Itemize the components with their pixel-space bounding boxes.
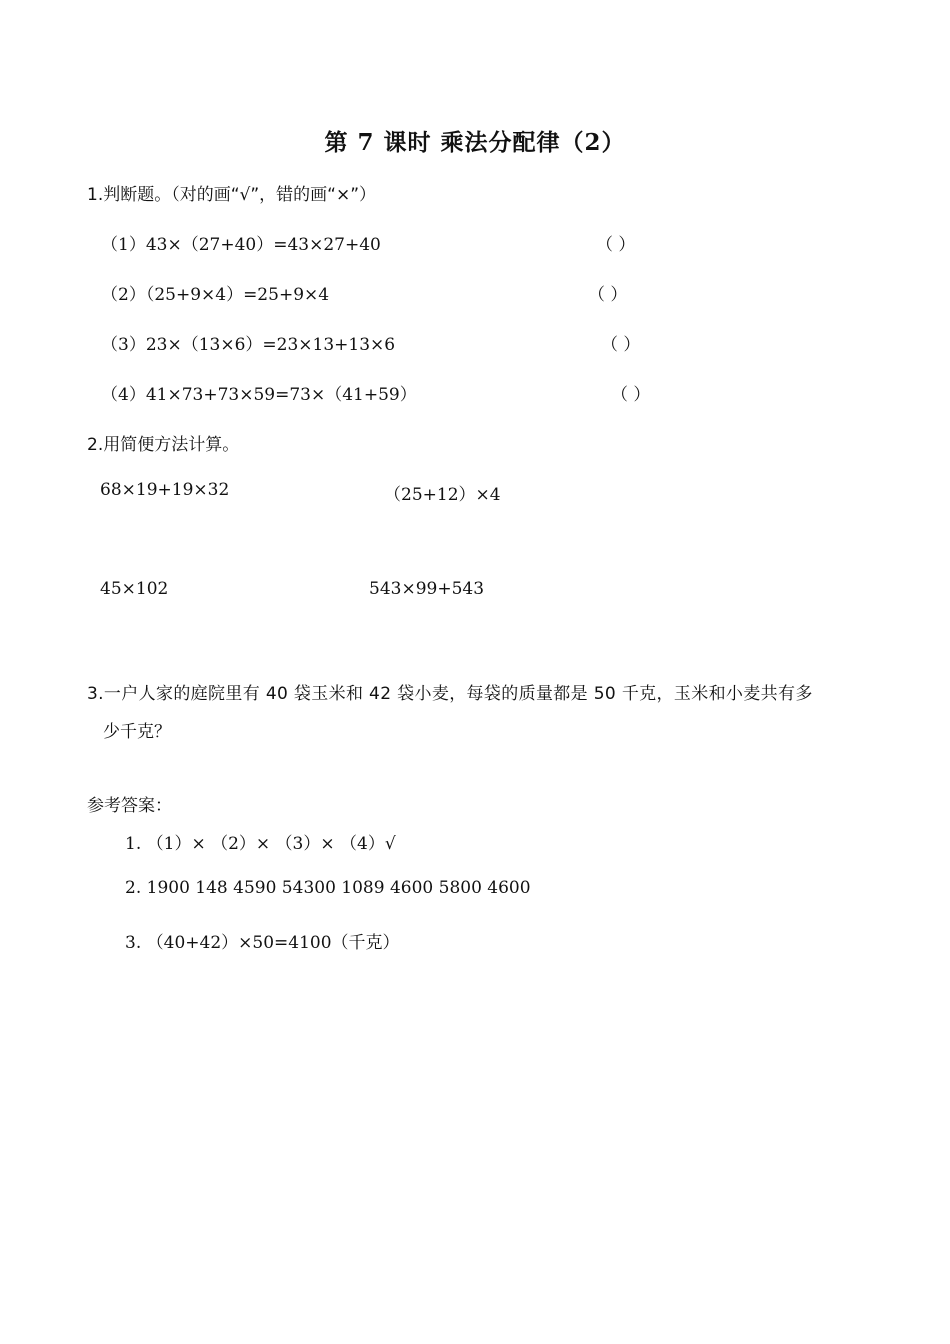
- question-3-line-1: 3.一户人家的庭院里有 40 袋玉米和 42 袋小麦，每袋的质量都是 50 千克，玉米和小麦共有多: [87, 684, 813, 704]
- answer-line-2: 2. 1900 148 4590 54300 1089 4600 5800 4600: [125, 878, 531, 898]
- question-2-heading: 2.用简便方法计算。: [87, 435, 240, 455]
- page-title: 第 7 课时 乘法分配律（2）: [324, 129, 626, 156]
- question-1-heading: 1.判断题。（对的画“√”，错的画“×”）: [87, 185, 377, 205]
- question-1-item-2: （2）（25+9×4）=25+9×4: [101, 285, 330, 305]
- answer-blank-2: （ ）: [588, 285, 628, 305]
- question-3-line-2: 少千克？: [103, 722, 171, 742]
- calc-expression-1: 68×19+19×32: [100, 480, 230, 500]
- answer-line-1: 1. （1）× （2）× （3）× （4）√: [125, 834, 396, 854]
- answer-blank-3: （ ）: [601, 335, 641, 355]
- calc-expression-3: 45×102: [100, 579, 169, 599]
- answers-heading: 参考答案：: [87, 796, 172, 816]
- question-1-item-3: （3）23×（13×6）=23×13+13×6: [101, 335, 396, 355]
- calc-expression-4: 543×99+543: [369, 579, 485, 599]
- answer-blank-1: （ ）: [596, 235, 636, 255]
- question-1-item-4: （4）41×73+73×59=73×（41+59）: [101, 385, 417, 405]
- question-1-item-1: （1）43×（27+40）=43×27+40: [101, 235, 381, 255]
- calc-expression-2: （25+12）×4: [384, 485, 501, 505]
- answer-blank-4: （ ）: [611, 385, 651, 405]
- answer-line-3: 3. （40+42）×50=4100（千克）: [125, 933, 400, 953]
